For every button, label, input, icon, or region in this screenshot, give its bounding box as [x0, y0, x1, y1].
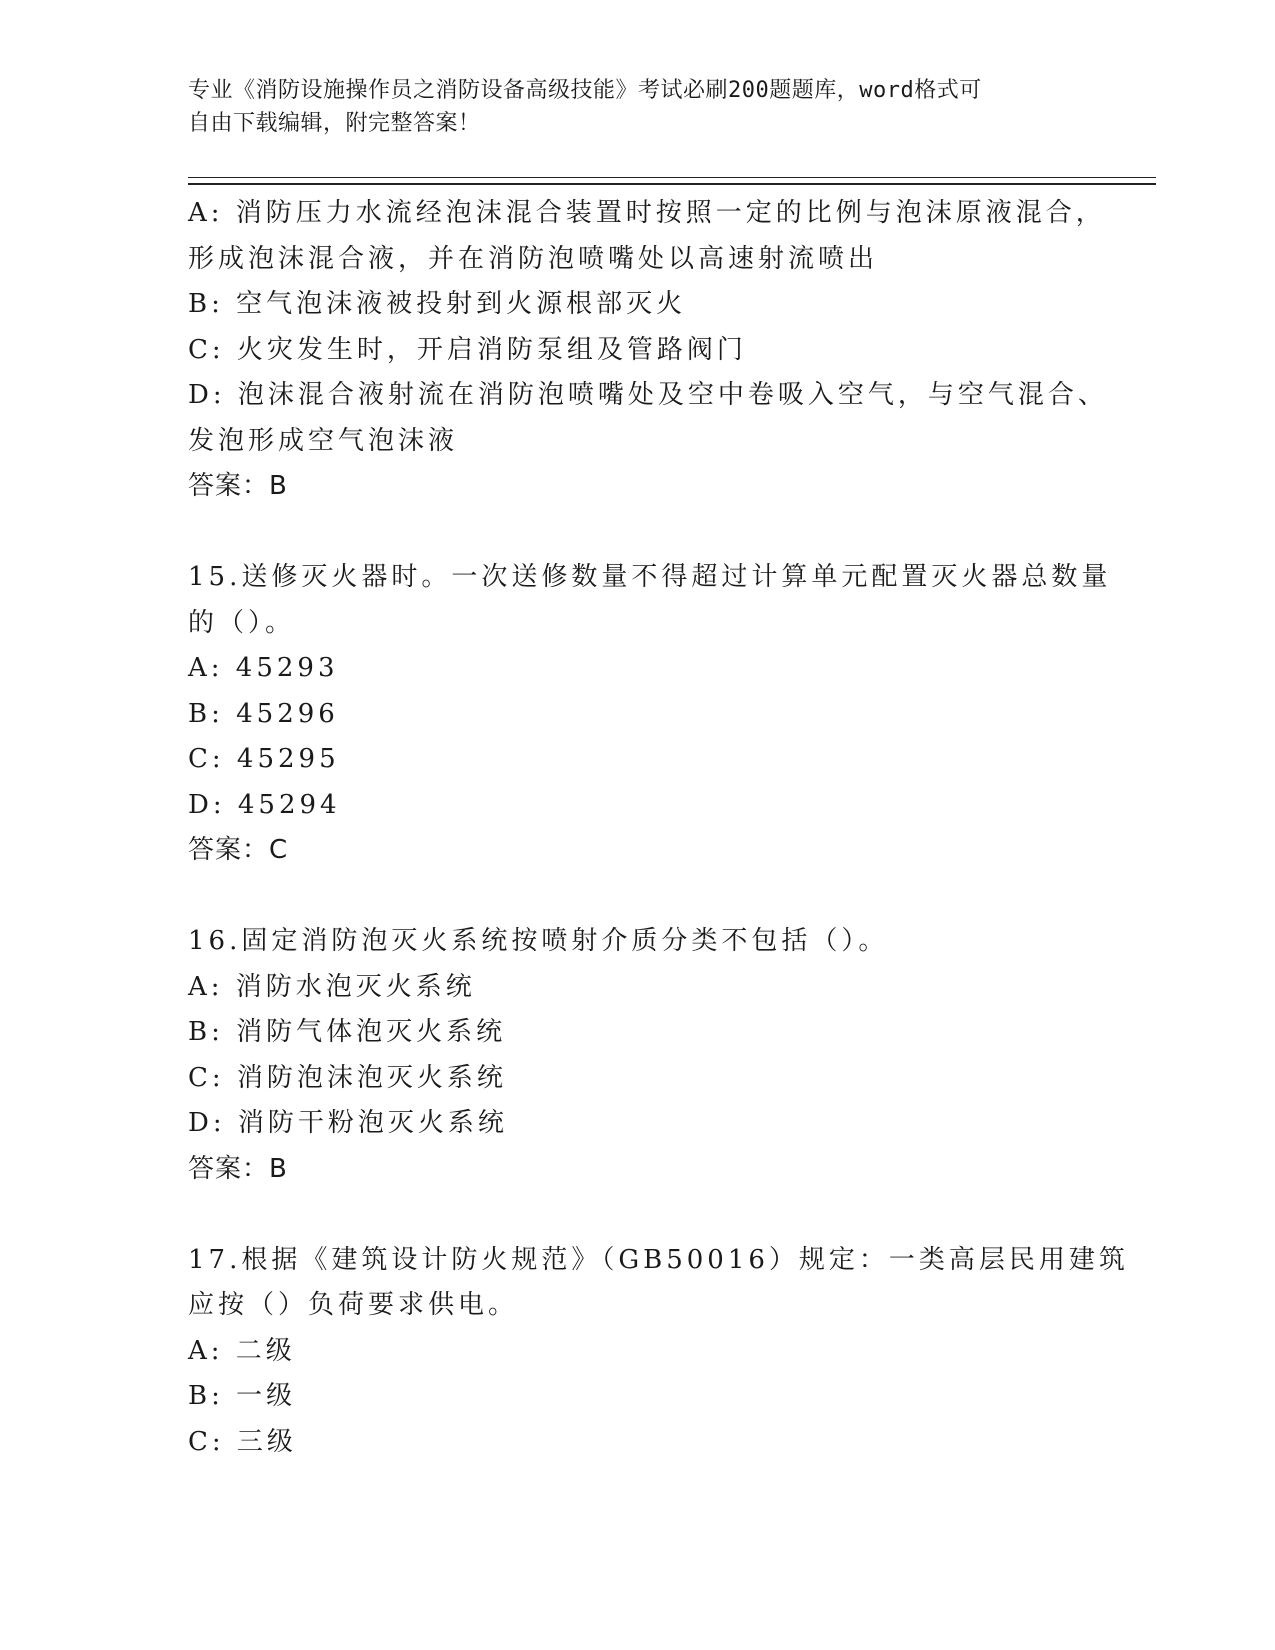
q15-stem-line-1: 15.送修灭火器时。一次送修数量不得超过计算单元配置灭火器总数量 [188, 562, 1112, 592]
question-17 [188, 1238, 1129, 1466]
q16-option-b: B: 消防气体泡灭火系统 [188, 1017, 507, 1047]
q16-option-c: C: 消防泡沫泡灭火系统 [188, 1062, 507, 1093]
q15-option-c: C: 45295 [188, 744, 340, 774]
document-body [188, 191, 1129, 1465]
document-header [188, 74, 1068, 140]
q15-option-a: A: 45293 [188, 653, 339, 683]
header-divider-thin [188, 177, 1156, 178]
q15-answer: 答案：C [188, 835, 289, 865]
q15-option-b: B: 45296 [188, 698, 339, 729]
q16-option-a: A: 消防水泡灭火系统 [188, 971, 476, 1002]
header-line-2: 自由下载编辑，附完整答案！ [188, 111, 481, 136]
question-15 [188, 555, 1112, 874]
header-divider-thick [188, 183, 1156, 185]
q14-option-d-line-1: D: 泡沫混合液射流在消防泡喷嘴处及空中卷吸入空气，与空气混合、 [188, 380, 1108, 410]
question-14 [188, 191, 1108, 510]
q14-option-a-line-1: A: 消防压力水流经泡沫混合装置时按照一定的比例与泡沫原液混合， [188, 198, 1106, 228]
spacer [188, 874, 1088, 920]
q16-answer: 答案：B [188, 1153, 288, 1184]
q16-option-d: D: 消防干粉泡灭火系统 [188, 1108, 508, 1138]
q14-answer: 答案：B [188, 471, 288, 501]
q14-option-c: C: 火灾发生时，开启消防泵组及管路阀门 [188, 334, 747, 365]
q17-option-c: C: 三级 [188, 1426, 297, 1457]
header-line-1: 专业《消防设施操作员之消防设备高级技能》考试必刷200题题库，word格式可 [188, 78, 982, 103]
q14-option-b: B: 空气泡沫液被投射到火源根部灭火 [188, 289, 687, 319]
q15-stem-line-2: 的（）。 [188, 607, 296, 638]
q14-option-d-line-2: 发泡形成空气泡沫液 [188, 425, 459, 456]
q17-stem-line-2: 应按（）负荷要求供电。 [188, 1290, 519, 1320]
q16-stem: 16.固定消防泡灭火系统按喷射介质分类不包括（）。 [188, 926, 889, 956]
spacer [188, 1192, 1088, 1238]
spacer [188, 510, 1088, 556]
q15-option-d: D: 45294 [188, 789, 341, 820]
q14-option-a-line-2: 形成泡沫混合液，并在消防泡喷嘴处以高速射流喷出 [188, 243, 879, 274]
q17-option-a: A: 二级 [188, 1335, 296, 1366]
question-16 [188, 919, 1088, 1192]
q17-stem-line-1: 17.根据《建筑设计防火规范》（GB50016）规定：一类高层民用建筑 [188, 1244, 1129, 1275]
q17-option-b: B: 一级 [188, 1381, 297, 1411]
